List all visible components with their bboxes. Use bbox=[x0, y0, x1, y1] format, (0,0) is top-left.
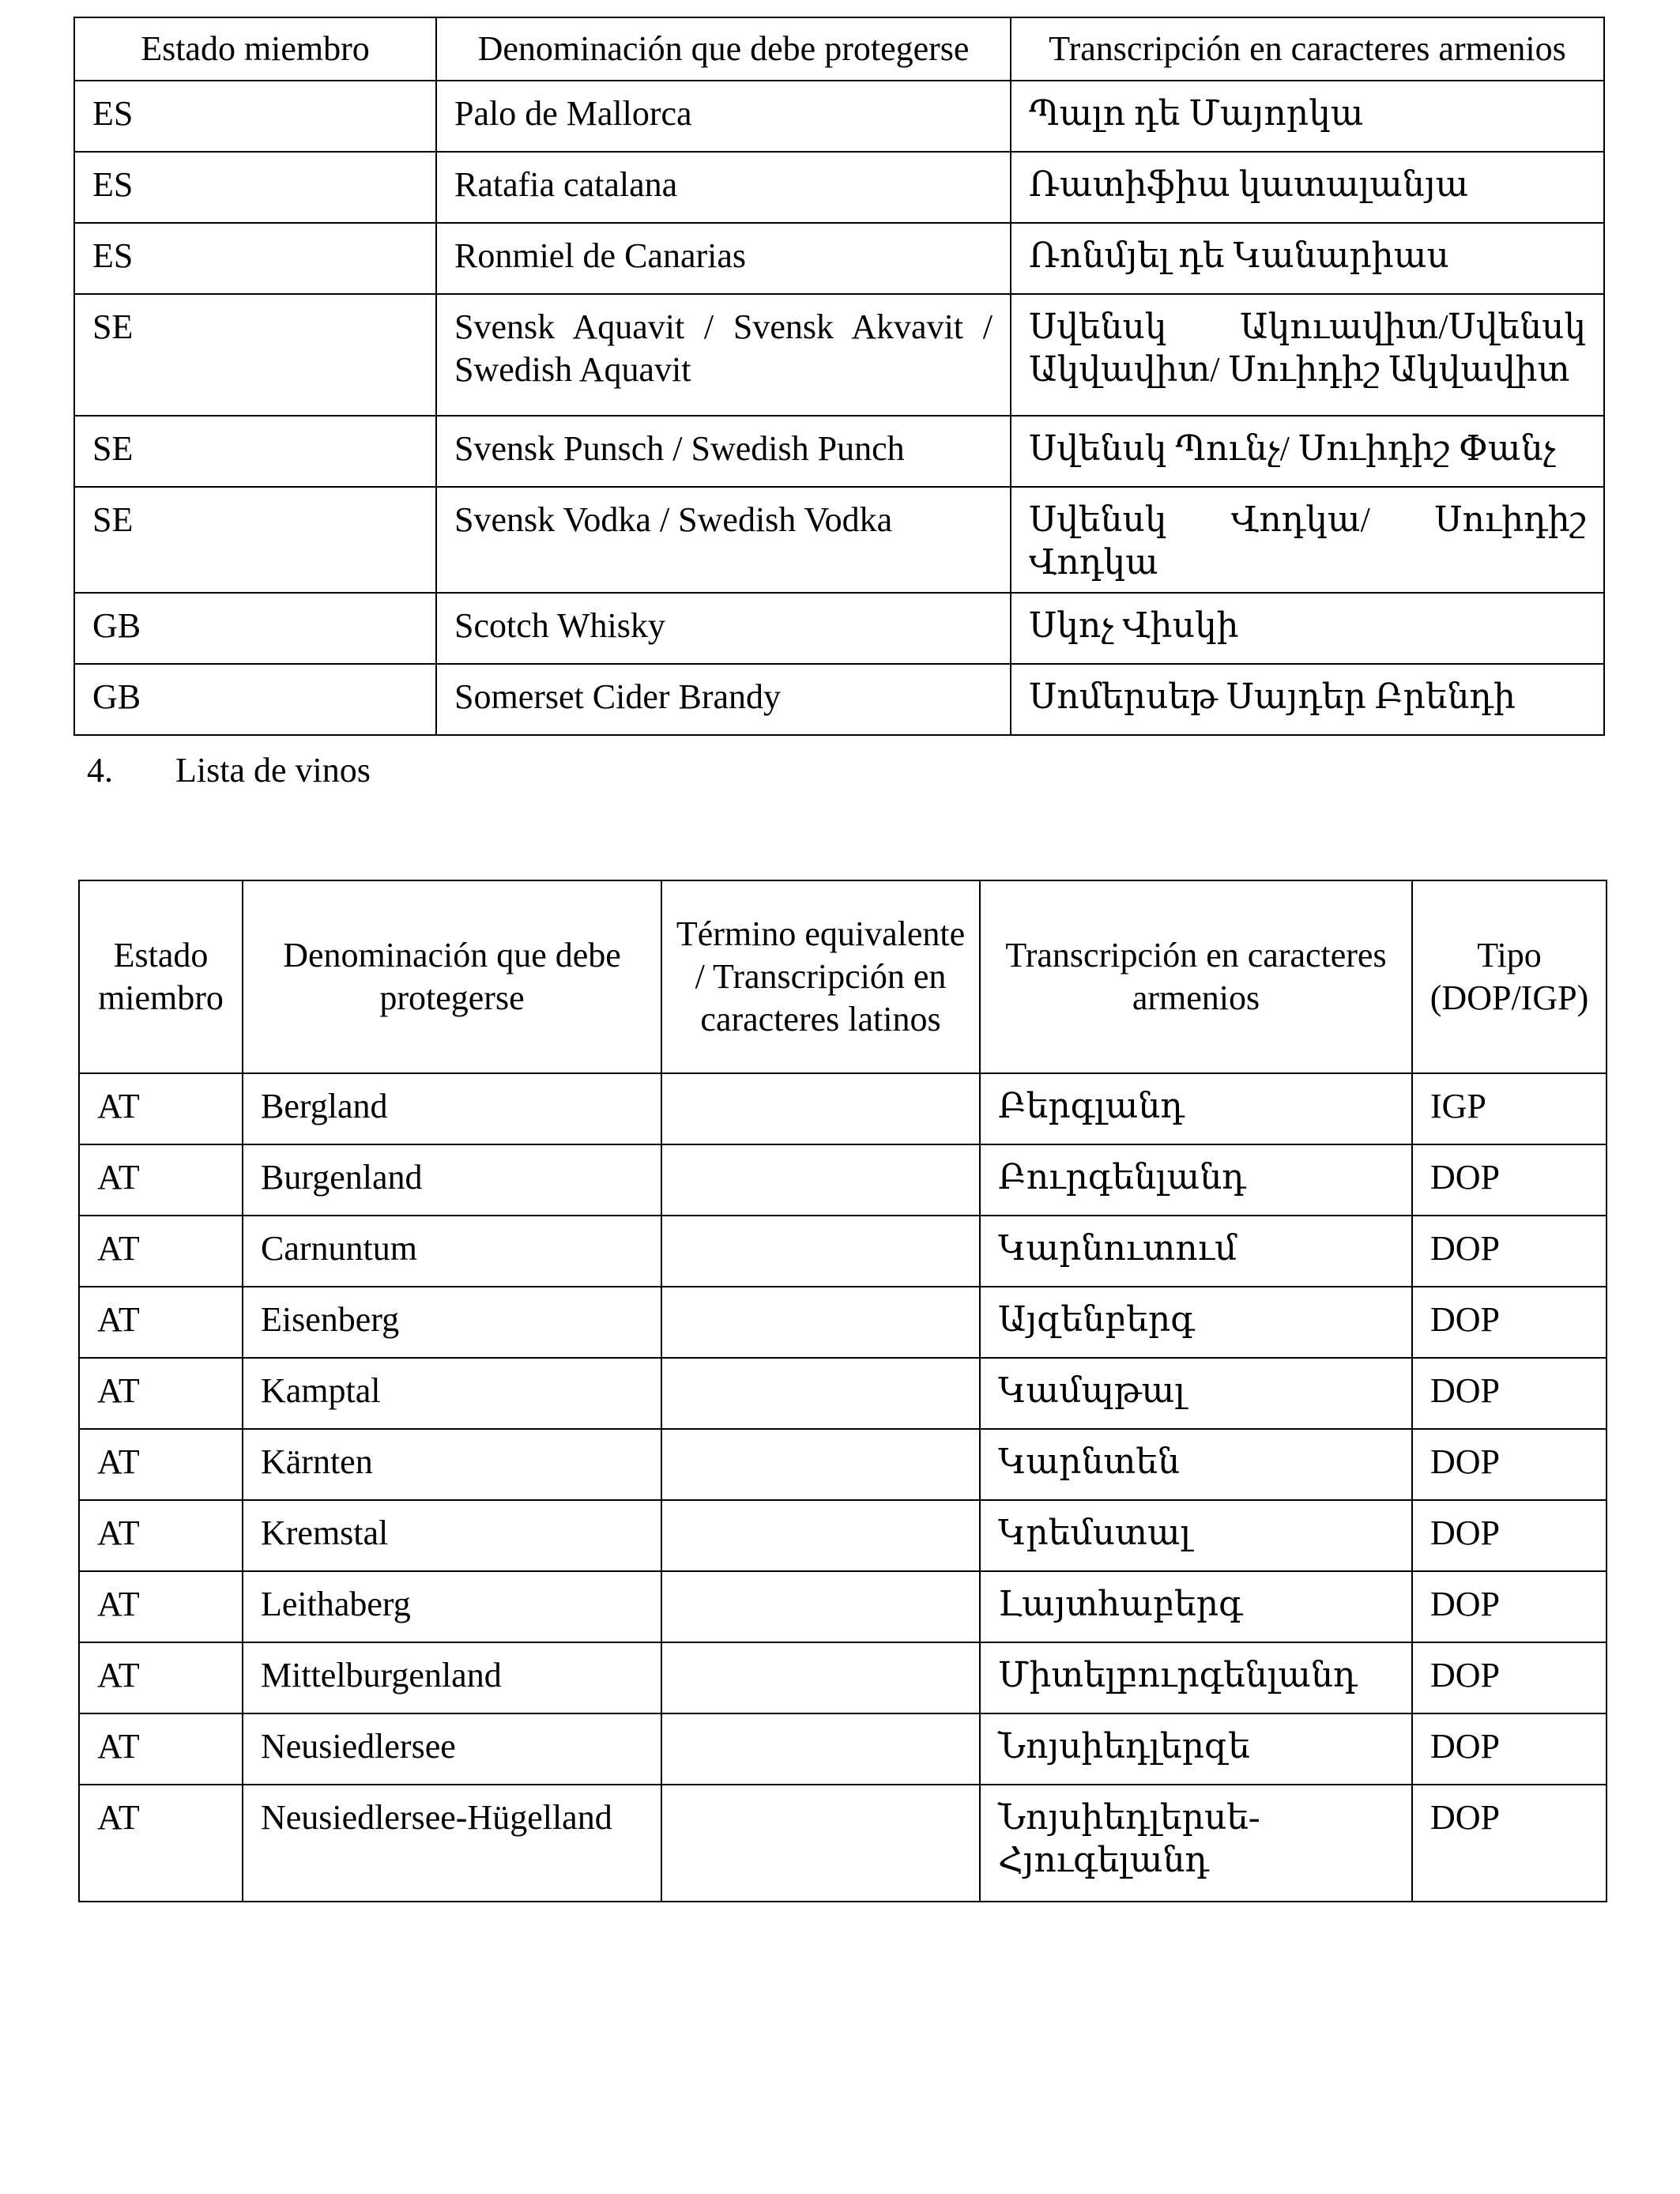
equivalent-term-cell bbox=[661, 1642, 980, 1713]
header-cell: Estado miembro bbox=[74, 17, 436, 81]
armenian-transcription-cell: Այզենբերգ bbox=[980, 1287, 1412, 1358]
type-cell: DOP bbox=[1412, 1571, 1607, 1642]
armenian-transcription-cell: Սվենսկ Ակուավիտ/Սվենսկ Ակվավիտ/ Սուիդիշ Ակվավիտ bbox=[1011, 294, 1604, 416]
type-cell: DOP bbox=[1412, 1429, 1607, 1500]
denomination-cell: Mittelburgenland bbox=[243, 1642, 661, 1713]
denomination-cell: Palo de Mallorca bbox=[436, 81, 1011, 152]
denomination-cell: Leithaberg bbox=[243, 1571, 661, 1642]
table-row bbox=[79, 1358, 1607, 1429]
table-row bbox=[79, 1429, 1607, 1500]
table-row bbox=[79, 1642, 1607, 1713]
header-cell: Transcripción en caracteres armenios bbox=[1011, 17, 1604, 81]
member-state-cell: AT bbox=[79, 1642, 243, 1713]
member-state-cell: AT bbox=[79, 1287, 243, 1358]
member-state-cell: SE bbox=[74, 487, 436, 593]
denomination-cell: Ronmiel de Canarias bbox=[436, 223, 1011, 294]
member-state-cell: ES bbox=[74, 223, 436, 294]
member-state-cell: GB bbox=[74, 593, 436, 664]
table-row bbox=[74, 294, 1604, 416]
denomination-cell: Kärnten bbox=[243, 1429, 661, 1500]
member-state-cell: SE bbox=[74, 416, 436, 487]
armenian-transcription-cell: Սկոչ Վիսկի bbox=[1011, 593, 1604, 664]
type-cell: DOP bbox=[1412, 1500, 1607, 1571]
denomination-cell: Somerset Cider Brandy bbox=[436, 664, 1011, 735]
header-cell: Denominación que debe protegerse bbox=[243, 880, 661, 1073]
section-title: Lista de vinos bbox=[175, 751, 371, 790]
denomination-cell: Eisenberg bbox=[243, 1287, 661, 1358]
denomination-cell: Ratafia catalana bbox=[436, 152, 1011, 223]
table-row bbox=[74, 152, 1604, 223]
denomination-cell: Burgenland bbox=[243, 1144, 661, 1216]
wines-table bbox=[78, 880, 1607, 1902]
table-row bbox=[74, 416, 1604, 487]
type-cell: DOP bbox=[1412, 1642, 1607, 1713]
equivalent-term-cell bbox=[661, 1216, 980, 1287]
header-cell: Término equivalente / Transcripción en caracteres latinos bbox=[661, 880, 980, 1073]
type-cell: DOP bbox=[1412, 1713, 1607, 1785]
denomination-cell: Svensk Punsch / Swedish Punch bbox=[436, 416, 1011, 487]
member-state-cell: AT bbox=[79, 1144, 243, 1216]
equivalent-term-cell bbox=[661, 1287, 980, 1358]
member-state-cell: GB bbox=[74, 664, 436, 735]
armenian-transcription-cell: Սոմերսեթ Սայդեր Բրենդի bbox=[1011, 664, 1604, 735]
denomination-cell: Svensk Vodka / Swedish Vodka bbox=[436, 487, 1011, 593]
member-state-cell: AT bbox=[79, 1571, 243, 1642]
armenian-transcription-cell: Միտելբուրգենլանդ bbox=[980, 1642, 1412, 1713]
denomination-cell: Kremstal bbox=[243, 1500, 661, 1571]
armenian-transcription-cell: Ռատիֆիա կատալանյա bbox=[1011, 152, 1604, 223]
member-state-cell: AT bbox=[79, 1429, 243, 1500]
table-row bbox=[74, 487, 1604, 593]
armenian-transcription-cell: Կարնուտում bbox=[980, 1216, 1412, 1287]
equivalent-term-cell bbox=[661, 1429, 980, 1500]
denomination-cell: Neusiedlersee-Hügelland bbox=[243, 1785, 661, 1902]
armenian-transcription-cell: Նոյսիեդլերզե bbox=[980, 1713, 1412, 1785]
table-row bbox=[74, 81, 1604, 152]
member-state-cell: SE bbox=[74, 294, 436, 416]
header-cell: Tipo (DOP/IGP) bbox=[1412, 880, 1607, 1073]
equivalent-term-cell bbox=[661, 1571, 980, 1642]
type-cell: IGP bbox=[1412, 1073, 1607, 1144]
member-state-cell: AT bbox=[79, 1073, 243, 1144]
type-cell: DOP bbox=[1412, 1785, 1607, 1902]
armenian-transcription-cell: Պալո դե Մայորկա bbox=[1011, 81, 1604, 152]
table-row bbox=[79, 1073, 1607, 1144]
type-cell: DOP bbox=[1412, 1358, 1607, 1429]
equivalent-term-cell bbox=[661, 1073, 980, 1144]
table-row bbox=[79, 1785, 1607, 1902]
denomination-cell: Svensk Aquavit / Svensk Akvavit / Swedish Aquavit bbox=[436, 294, 1011, 416]
armenian-transcription-cell: Բերգլանդ bbox=[980, 1073, 1412, 1144]
armenian-transcription-cell: Կարնտեն bbox=[980, 1429, 1412, 1500]
denomination-cell: Bergland bbox=[243, 1073, 661, 1144]
table-row bbox=[79, 1713, 1607, 1785]
type-cell: DOP bbox=[1412, 1216, 1607, 1287]
header-row bbox=[74, 17, 1604, 81]
table-row bbox=[74, 593, 1604, 664]
table-row bbox=[79, 1571, 1607, 1642]
armenian-transcription-cell: Բուրգենլանդ bbox=[980, 1144, 1412, 1216]
armenian-transcription-cell: Նոյսիեդլերսե- Հյուգելանդ bbox=[980, 1785, 1412, 1902]
table-row bbox=[79, 1500, 1607, 1571]
denomination-cell: Neusiedlersee bbox=[243, 1713, 661, 1785]
member-state-cell: AT bbox=[79, 1216, 243, 1287]
table-row bbox=[74, 664, 1604, 735]
table-row bbox=[79, 1216, 1607, 1287]
denomination-cell: Carnuntum bbox=[243, 1216, 661, 1287]
type-cell: DOP bbox=[1412, 1144, 1607, 1216]
equivalent-term-cell bbox=[661, 1713, 980, 1785]
armenian-transcription-cell: Ռոնմյել դե Կանարիաս bbox=[1011, 223, 1604, 294]
member-state-cell: AT bbox=[79, 1358, 243, 1429]
member-state-cell: AT bbox=[79, 1785, 243, 1902]
header-row bbox=[79, 880, 1607, 1073]
table-row bbox=[74, 223, 1604, 294]
armenian-transcription-cell: Սվենսկ Պունչ/ Սուիդիշ Փանչ bbox=[1011, 416, 1604, 487]
header-cell: Estado miembro bbox=[79, 880, 243, 1073]
equivalent-term-cell bbox=[661, 1785, 980, 1902]
armenian-transcription-cell: Սվենսկ Վոդկա/ Սուիդիշ Վոդկա bbox=[1011, 487, 1604, 593]
member-state-cell: AT bbox=[79, 1713, 243, 1785]
member-state-cell: ES bbox=[74, 152, 436, 223]
spirits-table bbox=[73, 17, 1605, 736]
header-cell: Denominación que debe protegerse bbox=[436, 17, 1011, 81]
equivalent-term-cell bbox=[661, 1144, 980, 1216]
equivalent-term-cell bbox=[661, 1500, 980, 1571]
armenian-transcription-cell: Լայտհաբերգ bbox=[980, 1571, 1412, 1642]
denomination-cell: Kamptal bbox=[243, 1358, 661, 1429]
member-state-cell: ES bbox=[74, 81, 436, 152]
type-cell: DOP bbox=[1412, 1287, 1607, 1358]
header-cell: Transcripción en caracteres armenios bbox=[980, 880, 1412, 1073]
table-row bbox=[79, 1287, 1607, 1358]
member-state-cell: AT bbox=[79, 1500, 243, 1571]
equivalent-term-cell bbox=[661, 1358, 980, 1429]
armenian-transcription-cell: Կամպթալ bbox=[980, 1358, 1412, 1429]
denomination-cell: Scotch Whisky bbox=[436, 593, 1011, 664]
table-row bbox=[79, 1144, 1607, 1216]
section-heading bbox=[87, 749, 371, 792]
section-number: 4. bbox=[87, 751, 113, 790]
armenian-transcription-cell: Կրեմստալ bbox=[980, 1500, 1412, 1571]
